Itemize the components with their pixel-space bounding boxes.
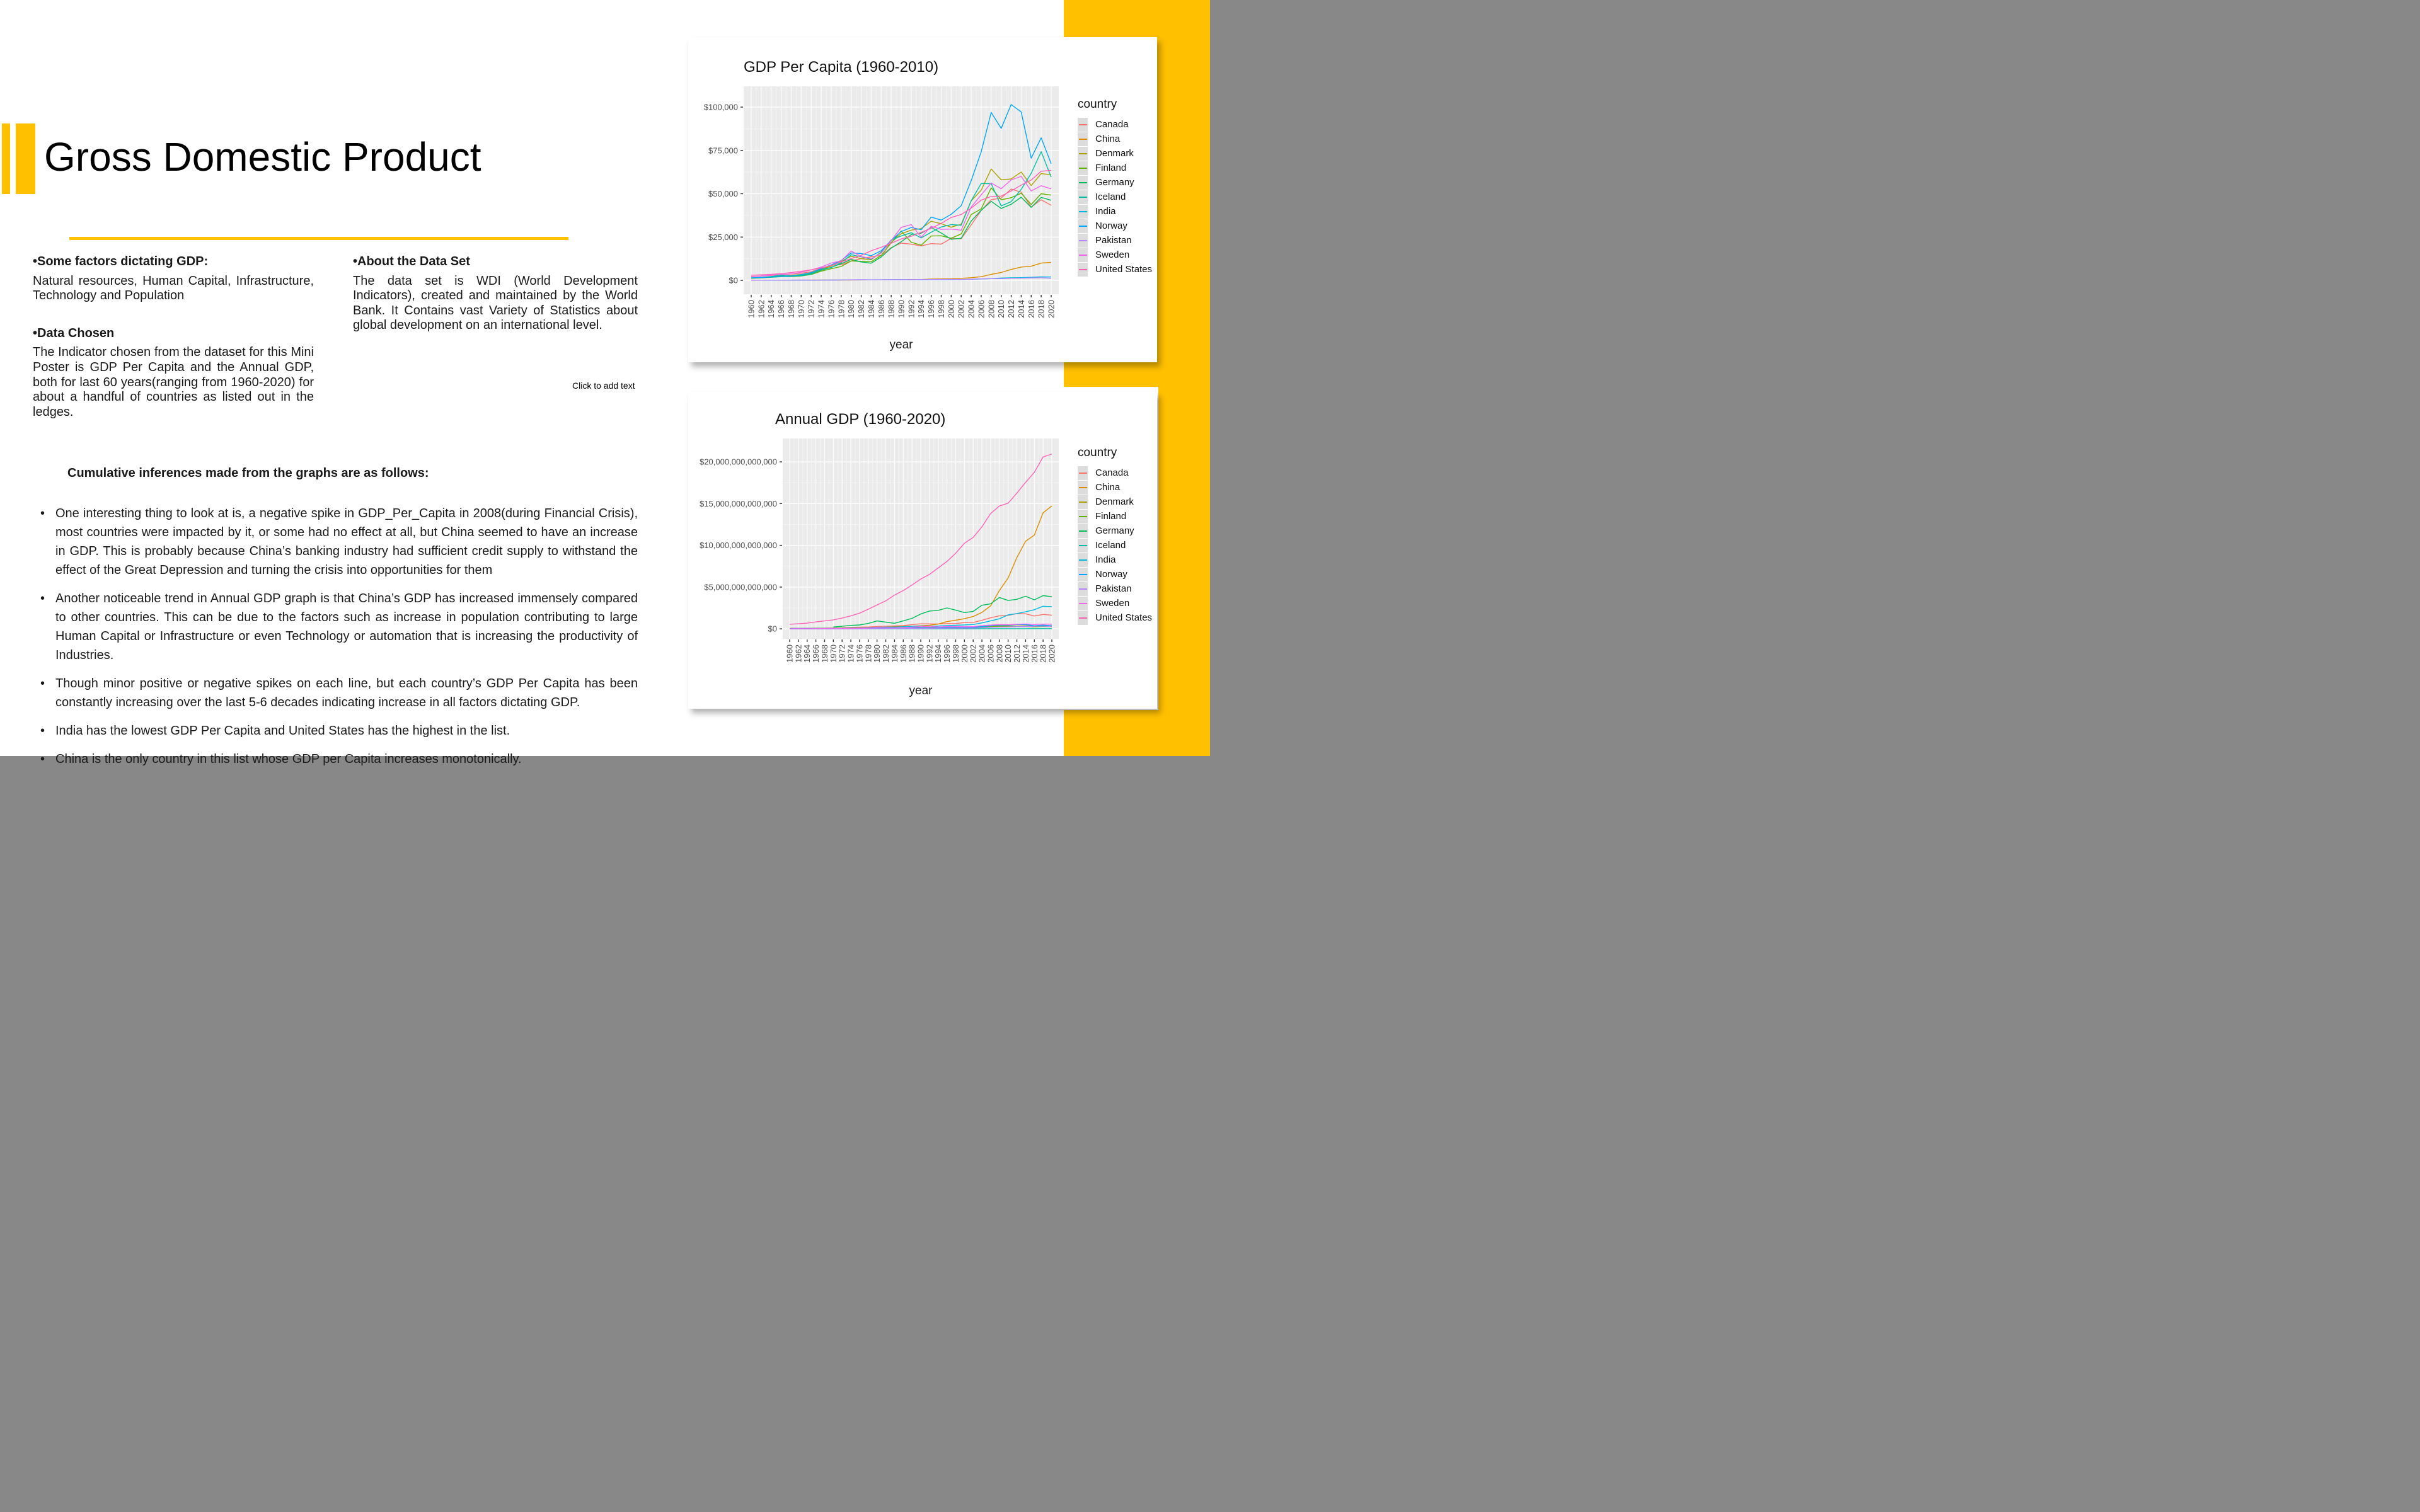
legend [1078,98,1160,277]
legend-label: Germany [1095,177,1134,188]
svg-text:1990: 1990 [896,300,906,318]
svg-text:$50,000: $50,000 [708,189,738,198]
legend-item [1078,175,1160,190]
legend-key-icon [1078,118,1088,132]
svg-text:2002: 2002 [968,644,978,663]
svg-text:1992: 1992 [906,300,916,318]
legend-label: Pakistan [1095,583,1132,594]
chart-title: Annual GDP (1960-2020) [775,411,946,428]
legend-items [1078,117,1160,277]
legend-key-icon [1078,582,1088,596]
svg-text:2018: 2018 [1038,644,1048,663]
legend-label: Pakistan [1095,235,1132,246]
inferences-list [40,504,638,778]
bullet-icon: • [40,592,45,605]
svg-text:$0: $0 [768,624,777,634]
legend-key-icon [1078,524,1088,538]
svg-text:1966: 1966 [811,644,821,663]
slide [0,0,1210,766]
legend-item [1078,509,1160,524]
data-chosen-heading: •Data Chosen [33,326,115,340]
legend-label: Norway [1095,220,1127,231]
svg-text:1960: 1960 [746,300,756,318]
svg-text:2014: 2014 [1020,644,1030,663]
bullet-icon: • [40,677,45,690]
legend-item [1078,553,1160,567]
list-item [40,504,638,580]
legend-label: United States [1095,612,1153,623]
legend-line-icon [1079,168,1087,169]
svg-text:2020: 2020 [1046,300,1056,318]
legend-item [1078,567,1160,581]
legend-line-icon [1079,559,1087,561]
svg-text:2004: 2004 [977,644,987,663]
svg-text:1982: 1982 [881,644,891,663]
legend-key-icon [1078,234,1088,248]
svg-text:1998: 1998 [950,644,960,663]
list-item [40,589,638,665]
legend-item [1078,581,1160,596]
svg-text:2014: 2014 [1016,300,1026,318]
legend-label: Denmark [1095,496,1134,507]
legend-label: United States [1095,264,1153,275]
svg-text:1978: 1978 [836,300,846,318]
svg-text:1964: 1964 [802,644,812,663]
legend-item [1078,146,1160,161]
svg-text:$5,000,000,000,000: $5,000,000,000,000 [704,582,777,592]
legend-key-icon [1078,553,1088,567]
legend-key-icon [1078,568,1088,581]
svg-text:1990: 1990 [916,644,926,663]
legend-line-icon [1079,545,1087,546]
data-chosen-body: The Indicator chosen from the dataset for this Mini Poster is GDP Per Capita and the Annual GDP, both for last 60 years(ranging from 1960-2020) for about a handful of countries as listed out in the ledges. [33,345,314,419]
svg-text:1986: 1986 [876,300,886,318]
factors-heading: •Some factors dictating GDP: [33,255,209,268]
svg-text:2012: 2012 [1012,644,1022,663]
svg-text:1966: 1966 [776,300,786,318]
bullet-icon: • [40,724,45,738]
svg-text:1994: 1994 [916,300,926,318]
bullet-text: One interesting thing to look at is, a negative spike in GDP_Per_Capita in 2008(during Financial Crisis), most countries were impacted by it, or some had no effect at all, but China seemed to have an increase in GDP. This is probably because China’s banking industry had sufficient credit supply to withstand the effect of the Great Depression and turning the crisis into opportunities for them [55,507,638,577]
svg-text:1960: 1960 [785,644,795,663]
legend-line-icon [1079,574,1087,575]
bullet-text: Though minor positive or negative spikes on each line, but each country’s GDP Per Capita has been constantly increasing over the last 5-6 decades indicating increase in all factors dictating GDP. [55,677,638,709]
legend-line-icon [1079,255,1087,256]
svg-text:1994: 1994 [933,644,943,663]
chart-title: GDP Per Capita (1960-2010) [744,59,939,76]
legend-key-icon [1078,481,1088,495]
list-item [40,674,638,712]
legend-item [1078,233,1160,248]
legend-item [1078,204,1160,219]
svg-text:1976: 1976 [826,300,836,318]
svg-text:2020: 2020 [1047,644,1057,663]
legend-key-icon [1078,539,1088,553]
legend-item [1078,495,1160,509]
svg-text:2010: 2010 [996,300,1006,318]
svg-text:1972: 1972 [837,644,847,663]
legend-key-icon [1078,248,1088,262]
svg-text:2018: 2018 [1036,300,1046,318]
svg-text:1968: 1968 [786,300,796,318]
svg-text:$10,000,000,000,000: $10,000,000,000,000 [700,541,777,551]
factors-body: Natural resources, Human Capital, Infrastructure, Technology and Population [33,273,314,303]
about-heading: •About the Data Set [353,255,470,268]
legend-key-icon [1078,611,1088,625]
legend-line-icon [1079,530,1087,532]
legend-label: Finland [1095,163,1127,173]
legend-key-icon [1078,190,1088,204]
svg-text:year: year [909,684,933,697]
svg-text:year: year [889,338,913,352]
text-placeholder[interactable]: Click to add text [572,381,635,391]
legend-label: Germany [1095,525,1134,536]
legend-items [1078,466,1160,625]
legend-item [1078,262,1160,277]
legend-line-icon [1079,139,1087,140]
svg-text:1980: 1980 [846,300,856,318]
svg-text:1962: 1962 [756,300,766,318]
accent-title-bar-wide [16,123,35,194]
svg-text:1982: 1982 [856,300,867,318]
list-item [40,750,638,769]
svg-text:2006: 2006 [986,644,996,663]
svg-text:$20,000,000,000,000: $20,000,000,000,000 [700,457,777,467]
legend-label: Iceland [1095,540,1126,551]
legend-label: Sweden [1095,249,1130,260]
svg-text:2004: 2004 [966,300,976,318]
legend-label: Canada [1095,467,1129,478]
legend-line-icon [1079,487,1087,488]
legend-item [1078,538,1160,553]
svg-text:1998: 1998 [936,300,946,318]
legend-title: country [1078,446,1117,459]
accent-band-right [1158,0,1210,756]
legend-key-icon [1078,510,1088,524]
legend-line-icon [1079,211,1087,212]
right-column [353,255,638,333]
legend-label: Finland [1095,511,1127,522]
legend-label: Denmark [1095,148,1134,159]
svg-text:2008: 2008 [994,644,1005,663]
svg-text:1974: 1974 [816,300,826,318]
accent-block-bottom-right [1064,710,1210,756]
svg-text:$15,000,000,000,000: $15,000,000,000,000 [700,498,777,508]
legend-line-icon [1079,182,1087,183]
svg-text:1970: 1970 [796,300,806,318]
legend-label: India [1095,206,1116,217]
left-column [33,255,314,420]
legend-item [1078,480,1160,495]
legend-key-icon [1078,147,1088,161]
svg-text:1964: 1964 [766,300,776,318]
legend-title: country [1078,98,1117,111]
svg-text:2006: 2006 [976,300,986,318]
legend-key-icon [1078,597,1088,610]
svg-text:1972: 1972 [806,300,816,318]
svg-text:1974: 1974 [846,644,856,663]
svg-text:1988: 1988 [886,300,896,318]
svg-text:1986: 1986 [898,644,908,663]
gdp-per-capita-chart-card [688,37,1157,362]
legend-line-icon [1079,588,1087,590]
legend-label: India [1095,554,1116,565]
legend-key-icon [1078,176,1088,190]
legend-key-icon [1078,466,1088,480]
legend-key-icon [1078,495,1088,509]
legend-item [1078,219,1160,233]
svg-text:1984: 1984 [889,644,899,663]
legend-item [1078,190,1160,204]
annual-gdp-chart-card [688,392,1157,709]
bullet-text: China is the only country in this list whose GDP per Capita increases monotonically. [55,752,522,766]
bullet-icon: • [40,752,45,766]
svg-text:1968: 1968 [819,644,829,663]
legend-line-icon [1079,124,1087,125]
svg-text:1996: 1996 [926,300,936,318]
svg-text:1976: 1976 [855,644,865,663]
legend-line-icon [1079,472,1087,474]
svg-text:2000: 2000 [946,300,956,318]
legend-item [1078,466,1160,480]
legend-label: Iceland [1095,192,1126,202]
bullet-text: India has the lowest GDP Per Capita and United States has the highest in the list. [55,724,510,738]
legend-line-icon [1079,516,1087,517]
legend-item [1078,117,1160,132]
svg-text:1984: 1984 [866,300,876,318]
legend-label: Sweden [1095,598,1130,609]
svg-text:2010: 2010 [1003,644,1013,663]
about-body: The data set is WDI (World Development Indicators), created and maintained by the World Bank. It Contains vast Variety of Statistics about global development on an international level. [353,273,638,333]
svg-text:2016: 2016 [1029,644,1039,663]
page-title: Gross Domestic Product [44,134,481,180]
legend [1078,446,1160,625]
inferences-heading: Cumulative inferences made from the graphs are as follows: [67,466,429,480]
legend-item [1078,524,1160,538]
svg-text:1962: 1962 [793,644,804,663]
svg-text:1980: 1980 [872,644,882,663]
legend-key-icon [1078,219,1088,233]
svg-text:2000: 2000 [959,644,969,663]
legend-item [1078,161,1160,175]
accent-title-bar-thin [2,123,10,194]
legend-line-icon [1079,269,1087,270]
legend-line-icon [1079,240,1087,241]
legend-line-icon [1079,603,1087,604]
svg-text:$25,000: $25,000 [708,232,738,242]
legend-label: Norway [1095,569,1127,580]
legend-key-icon [1078,205,1088,219]
legend-label: China [1095,482,1121,493]
legend-item [1078,132,1160,146]
svg-text:$75,000: $75,000 [708,146,738,156]
legend-item [1078,248,1160,262]
legend-line-icon [1079,226,1087,227]
svg-text:$100,000: $100,000 [703,102,738,112]
svg-text:$0: $0 [729,275,738,285]
svg-text:2012: 2012 [1006,300,1017,318]
bullet-text: Another noticeable trend in Annual GDP graph is that China’s GDP has increased immensely compared to other countries. This can be due to the factors such as increase in population contributing to large Human Capital or Infrastructure or even Technology or automation that is increasing the productivity of Industries. [55,592,638,662]
legend-item [1078,610,1160,625]
legend-line-icon [1079,153,1087,154]
svg-text:2008: 2008 [986,300,996,318]
svg-text:1988: 1988 [907,644,917,663]
legend-key-icon [1078,263,1088,277]
legend-label: Canada [1095,119,1129,130]
svg-text:1978: 1978 [863,644,873,663]
svg-text:2016: 2016 [1026,300,1036,318]
legend-key-icon [1078,161,1088,175]
legend-line-icon [1079,197,1087,198]
legend-line-icon [1079,617,1087,619]
svg-text:1996: 1996 [942,644,952,663]
list-item [40,721,638,740]
bullet-icon: • [40,507,45,520]
svg-text:1970: 1970 [828,644,838,663]
svg-text:2002: 2002 [956,300,966,318]
legend-label: China [1095,134,1121,144]
title-divider [69,237,568,240]
legend-key-icon [1078,132,1088,146]
svg-text:1992: 1992 [925,644,935,663]
legend-item [1078,596,1160,610]
legend-line-icon [1079,501,1087,503]
